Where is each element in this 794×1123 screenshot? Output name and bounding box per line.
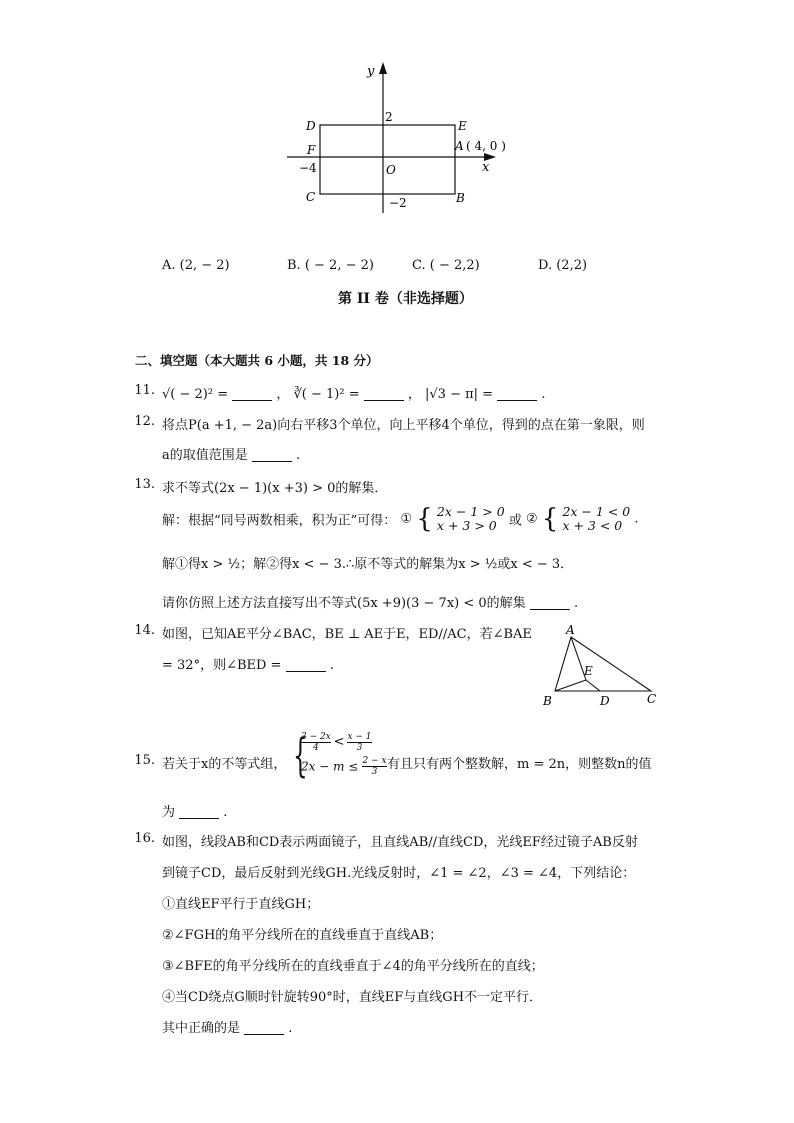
- q16-blank[interactable]: [244, 1020, 284, 1035]
- q16-last-line: [162, 1017, 292, 1036]
- section2-title: 二、填空题（本大题共 6 小题，共 18 分）: [135, 353, 379, 368]
- tri-b-label: B: [543, 694, 552, 708]
- q13-brace-1: {: [416, 504, 433, 534]
- q11-blank-3[interactable]: [497, 386, 537, 401]
- q13-circle-1: ①: [400, 511, 413, 527]
- tick-neg2-label: −2: [389, 196, 407, 210]
- option-c[interactable]: C. ( − 2,2): [412, 258, 480, 273]
- q14-line2-text: = 32°，则∠BED =: [162, 658, 282, 673]
- q15-end: .: [223, 805, 228, 820]
- q15-row2: [301, 756, 387, 777]
- q13-number: 13.: [134, 477, 155, 492]
- q15-r1-op: <: [333, 734, 345, 750]
- q12-number: 12.: [134, 414, 155, 429]
- triangle-figure: [538, 620, 668, 712]
- q15-r1-den-l: 4: [313, 743, 319, 753]
- q11-part1: √( − 2)² =: [162, 387, 229, 402]
- q13-system2: [562, 505, 630, 533]
- q13-blank[interactable]: [530, 595, 570, 610]
- q15-row1: [301, 732, 372, 753]
- q16-line2: 到镜子CD，最后反射到光线GH.光线反射时，∠1 = ∠2，∠3 = ∠4，下列结论：: [162, 866, 636, 881]
- q11-part3: ， |√3 − π| =: [407, 387, 494, 402]
- q13-line1: 求不等式(2x − 1)(x +3) > 0的解集．: [162, 481, 388, 496]
- q13-sys2-a: 2x − 1 < 0: [562, 504, 631, 519]
- y-axis-label: y: [367, 64, 375, 79]
- q14-line2: [162, 654, 334, 673]
- point-c-label: C: [306, 190, 316, 204]
- option-a[interactable]: A. (2, − 2): [162, 258, 230, 273]
- q16-end: .: [288, 1021, 293, 1036]
- q16-statement-1: ①直线EF平行于直线GH；: [162, 897, 320, 912]
- q13-system1: [437, 505, 505, 533]
- point-e-label: E: [458, 119, 467, 133]
- q12-blank[interactable]: [252, 447, 292, 462]
- q13-line4-text: 请你仿照上述方法直接写出不等式(5x +9)(3 − 7x) < 0的解集: [162, 596, 526, 611]
- point-f-label: F: [307, 143, 316, 157]
- q14-line1: 如图，已知AE平分∠BAC，BE ⊥ AE于E，ED//AC，若∠BAE: [162, 627, 532, 642]
- q13-brace-2: {: [541, 504, 559, 534]
- q15-system: [293, 728, 389, 782]
- q15-line2-text: 为: [162, 805, 176, 820]
- q15-r2-left: 2x − m ≤: [301, 759, 359, 774]
- q15-number: 15.: [134, 753, 155, 768]
- q16-number: 16.: [134, 831, 155, 846]
- q13-line4: [162, 592, 578, 611]
- q11-number: 11.: [134, 383, 155, 398]
- option-b[interactable]: B. ( − 2, − 2): [287, 258, 374, 273]
- q12-end: .: [296, 448, 301, 463]
- q11-body: [162, 383, 546, 402]
- tri-d-label: D: [600, 694, 610, 708]
- q14-blank[interactable]: [286, 657, 326, 672]
- point-d-label: D: [306, 119, 316, 133]
- tick-neg4-label: −4: [299, 161, 317, 175]
- q11-end: .: [541, 387, 546, 402]
- tick-2-label: 2: [385, 110, 393, 124]
- tri-e-label: E: [584, 664, 593, 678]
- q12-line2: [162, 444, 300, 463]
- q13-sol-prefix: 解：根据“同号两数相乘，积为正”可得：: [162, 513, 397, 529]
- q16-statement-3: ③∠BFE的角平分线所在的直线垂直于∠4的角平分线所在的直线；: [162, 959, 544, 974]
- tri-c-label: C: [647, 692, 657, 706]
- q13-or: 或: [508, 513, 522, 529]
- q16-statement-2: ②∠FGH的角平分线所在的直线垂直于直线AB；: [162, 928, 443, 943]
- q13-sys1-b: x + 3 > 0: [436, 518, 497, 533]
- q13-end: .: [573, 596, 579, 611]
- q13-solution: [162, 505, 638, 539]
- q15-r2-den-r: 3: [371, 767, 378, 777]
- tri-a-label: A: [566, 623, 575, 637]
- point-b-label: B: [456, 191, 465, 205]
- q14-number: 14.: [134, 623, 155, 638]
- q15-r1-num-r: x − 1: [347, 732, 372, 742]
- q13-circle-2: ②: [525, 511, 538, 527]
- q12-line2-text: a的取值范围是: [162, 448, 248, 463]
- x-axis-label: x: [482, 160, 490, 175]
- q15-brace: {: [293, 728, 308, 782]
- q15-r1-den-r: 3: [356, 743, 363, 753]
- q13-sys1-a: 2x − 1 > 0: [436, 504, 505, 519]
- q16-last-text: 其中正确的是: [162, 1021, 241, 1036]
- q15-line2: [162, 801, 227, 820]
- q12-line1: 将点P(a +1, − 2a)向右平移3个单位，向上平移4个单位，得到的点在第一象限，则: [162, 418, 645, 433]
- coordinate-figure: [280, 58, 520, 223]
- q14-end: .: [329, 658, 334, 673]
- q15-prefix: 若关于x的不等式组，: [162, 757, 287, 772]
- q11-blank-2[interactable]: [364, 386, 404, 401]
- option-d[interactable]: D. (2,2): [538, 258, 588, 273]
- q11-blank-1[interactable]: [232, 386, 272, 401]
- q13-sys2-b: x + 3 < 0: [562, 518, 623, 533]
- q16-statement-4: ④当CD绕点G顺时针旋转90°时，直线EF与直线GH不一定平行．: [162, 990, 543, 1005]
- q15-suffix: 有且只有两个整数解，m = 2n，则整数n的值: [387, 757, 652, 772]
- q15-blank[interactable]: [179, 804, 219, 819]
- point-a-coord: ( 4, 0 ): [466, 139, 506, 153]
- q15-r2-num-r: 2 − x: [362, 756, 387, 766]
- origin-label: O: [386, 163, 396, 177]
- q13-sys-end: .: [634, 511, 639, 527]
- q16-line1: 如图，线段AB和CD表示两面镜子，且直线AB//直线CD，光线EF经过镜子AB反射: [162, 835, 638, 850]
- part2-title: 第 II 卷（非选择题）: [338, 291, 473, 307]
- point-a-label: A: [455, 139, 464, 153]
- q13-line3: 解①得x > ½；解②得x < − 3.∴原不等式的解集为x > ½或x < − 3．: [162, 557, 574, 572]
- q11-part2: ， ∛( − 1)² =: [276, 387, 360, 402]
- q15-r1-num-l: 3 − 2x: [301, 732, 331, 742]
